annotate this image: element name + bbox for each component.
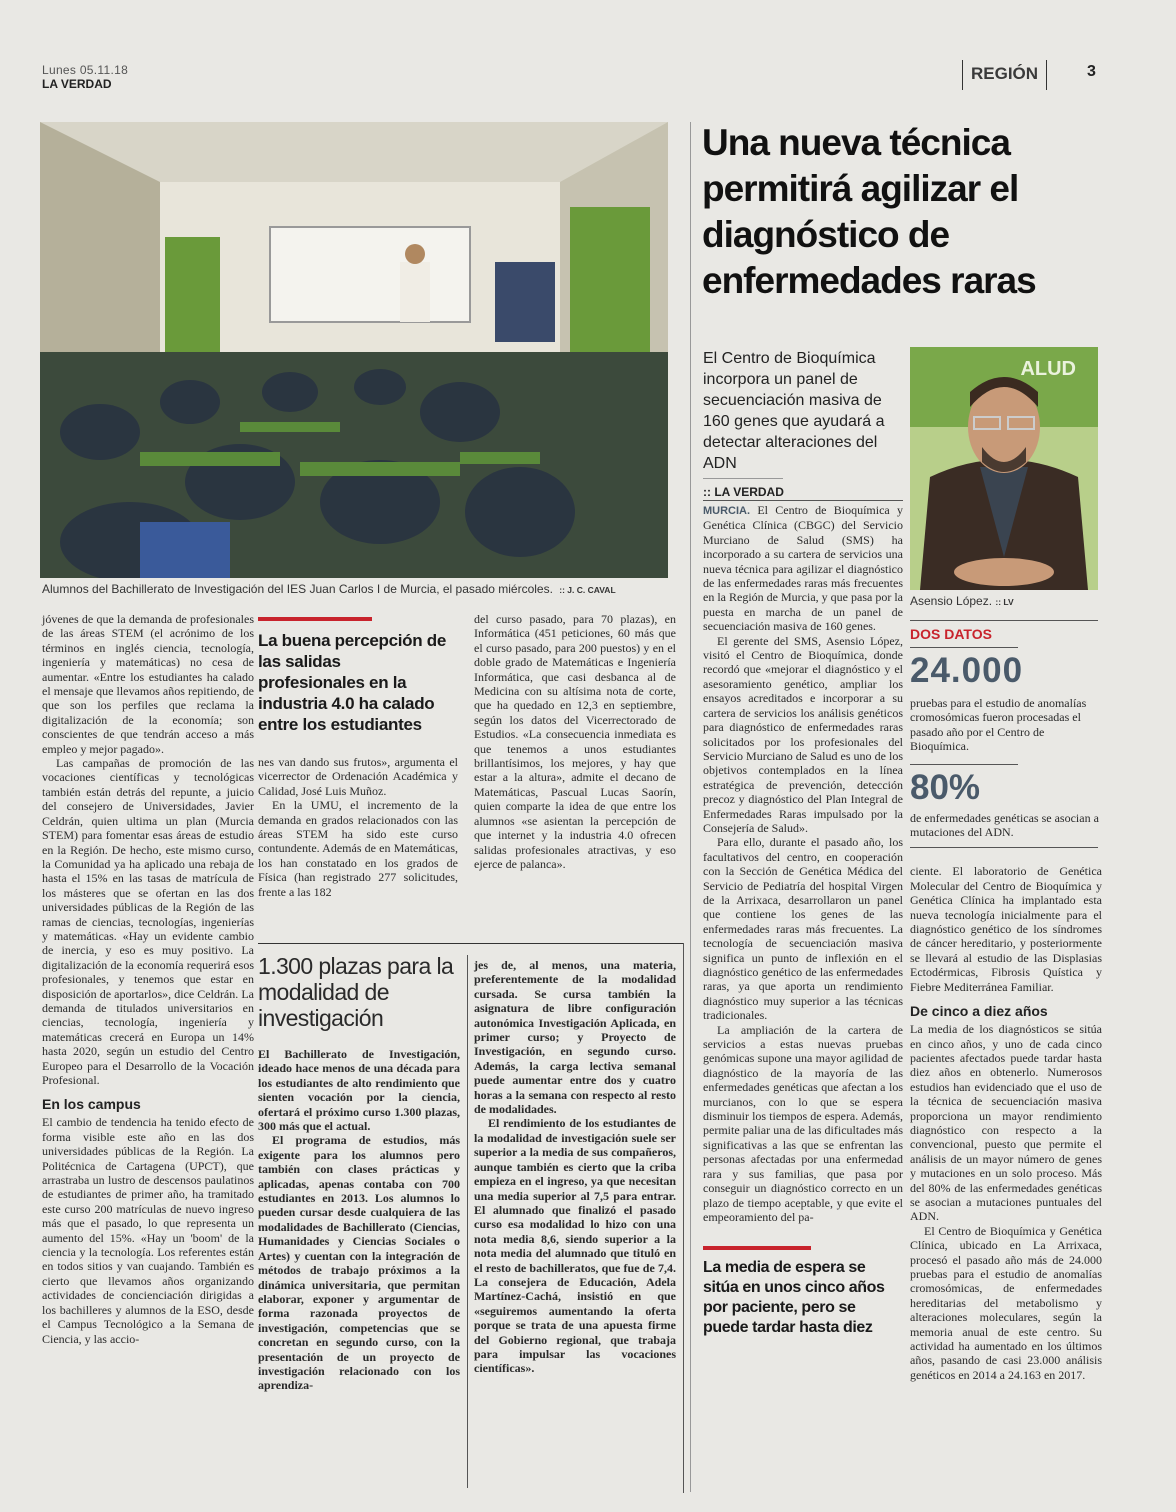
byline-rule xyxy=(703,500,903,501)
sidebar-title: 1.300 plazas para la modalidad de investigación xyxy=(258,953,454,1031)
photo-caption: Alumnos del Bachillerato de Investigación del IES Juan Carlos I de Murcia, el pasado miércoles. xyxy=(42,582,553,596)
fact-number-2: 80% xyxy=(910,767,981,807)
publication-name: LA VERDAD xyxy=(42,77,112,91)
left-article-col2-stack xyxy=(258,617,458,899)
facts-rule-1 xyxy=(910,647,1018,648)
right-article-col1 xyxy=(703,503,903,1224)
paragraph: nes van dando sus frutos», argumenta el vicerrector de Ordenación Académica y Calidad, José Luis Muñoz. xyxy=(258,755,458,798)
byline: :: LA VERDAD xyxy=(703,485,784,499)
right-article-col2-stack xyxy=(910,594,1102,1382)
facts-bottom-rule xyxy=(910,847,1098,848)
pullquote-rule xyxy=(258,617,372,621)
photo-credit: :: J. C. CAVAL xyxy=(559,585,616,595)
right-article-col1-stack xyxy=(703,348,903,1338)
paragraph: En la UMU, el incremento de la demanda en grados relacionados con las áreas STEM ha sido este curso contundente. Además de en Matemáticas, los han constatado en los grados de Física (han registrado 277 solicitudes, frente a las 182 xyxy=(258,798,458,899)
issue-date: Lunes 05.11.18 xyxy=(42,63,129,77)
fact-text-2: de enfermedades genéticas se asocian a mutaciones del ADN. xyxy=(910,810,1099,840)
portrait-illustration xyxy=(910,347,1098,590)
paragraph: Para ello, durante el pasado año, los facultativos del centro, en cooperación con la Sección de Genética Médica del Servicio de Pediatría del hospital Virgen de la Arrixaca, desarrollaron un panel que contiene los genes de las enfermedades raras más frecuentes. La tecnología de secuenciación masiva significa un punto de inflexión en el diagnóstico genético de las enfermedades raras, ya que aporta un rendimiento diagnóstico muy superior a las técnicas tradicionales. xyxy=(703,835,903,1023)
dateline: MURCIA. xyxy=(703,505,751,517)
portrait-photo xyxy=(910,347,1098,590)
paragraph: El Centro de Bioquímica y Genética Clínica, ubicado en La Arrixaca, procesó el pasado año más de 24.000 pruebas para el estudio de anomalías cromosómicas, de enfermedades hereditarias del metabolismo y alteraciones moleculares, según la memoria anual de este centro. Su actividad ha aumentado en los últimos años, pasando de casi 23.000 análisis genéticos en 2014 a 24.163 en 2017. xyxy=(910,1223,1102,1382)
subhead-cinco-diez: De cinco a diez años xyxy=(910,1003,1048,1020)
fact-text-1: pruebas para el estudio de anomalías cromosómicas fueron procesadas el pasado año por el Centro de Bioquímica. xyxy=(910,696,1087,754)
portrait-banner-text: ALUD xyxy=(1020,358,1076,380)
subhead-campus: En los campus xyxy=(42,1096,141,1113)
portrait-caption-line xyxy=(910,594,1102,610)
fact-number-1: 24.000 xyxy=(910,651,1024,690)
page-number: 3 xyxy=(1087,63,1096,80)
pullquote-left: La buena percepción de las salidas profesionales en la industria 4.0 ha calado entre los estudiantes xyxy=(258,631,447,734)
section-label: REGIÓN xyxy=(971,64,1039,83)
pullquote-right: La media de espera se sitúa en unos cinco años por paciente, pero se puede tardar hasta diez xyxy=(703,1259,885,1337)
paragraph: La ampliación de la cartera de servicios a estas nuevas pruebas genómicas supone una mayor agilidad de diagnóstico de la mayoría de las enfermedades genéticas que afectan a los murcianos, con lo que se espera disminuir los tiempos de espera. Además, permite paliar una de las dificultades más significativas a las que se enfrentan las personas afectadas por una enfermedad rara y sus familias, que pasa por conseguir un diagnóstico correcto en un plazo de tiempo aceptable, y que evite el empeoramiento del pa- xyxy=(703,1022,903,1224)
pullquote-rule-right xyxy=(703,1246,811,1250)
facts-rule-2 xyxy=(910,764,1018,765)
portrait-caption: Asensio López. xyxy=(910,594,993,608)
paragraph: jóvenes de que la demanda de profesionales de las áreas STEM (el acrónimo de los términos en inglés ciencia, tecnología, ingeniería y matemáticas) no cesa de aumentar. «Entre los estudiantes ha calado el mensaje que llevamos años repitiendo, de que son los perfiles que reclama la digitalización de la economía; son conscientes de que tendrán acceso a más empleo y mejor pagado». xyxy=(42,612,254,756)
page-header xyxy=(42,63,128,91)
paragraph: El Bachillerato de Investigación, ideado hace menos de una década para los estudiantes de alto rendimiento que sienten vocación por la ciencia, ofertará el próximo curso 1.300 plazas, 300 más que el actual. xyxy=(258,1047,460,1134)
paragraph: ciente. El laboratorio de Genética Molecular del Centro de Bioquímica y Genética Clínica ha implantado esta nueva tecnología inicialmente para el diagnóstico genético de los síndromes de cáncer hereditario, y posteriormente se llevará al estudio de las Displasias Ectodérmicas, Fibrosis Quística y Fiebre Mediterránea Familiar. xyxy=(910,864,1102,994)
paragraph: El programa de estudios, más exigente para los alumnos pero también con clases prácticas y aplicadas, apenas contaba con 700 estudiantes en 2013. Los alumnos lo pueden cursar desde cualquiera de las modalidades de Bachillerato (Ciencias, Humanidades y Ciencias Sociales o Artes) y cuentan con la integración de métodos de trabajo próximos a la dinámica universitaria, que permitan elaborar, exponer y argumentar de forma razonada proyectos de investigación, competencias que se concretan en segundo curso, con la presentación de un proyecto de investigación relacionado con los aprendiza- xyxy=(258,1133,460,1393)
deck-rule xyxy=(703,478,783,479)
paragraph: Las campañas de promoción de las vocaciones científicas y tecnológicas también están detrás del repunte, a juicio del consejero de Universidades, Javier Celdrán, quien ultima un plan (Murcia STEM) para fomentar esas áreas de estudio en la Región. De hecho, este mismo curso, la Comunidad ya ha aplicado una rebaja de hasta el 15% en las tasas de matrícula de los másteres que se ofertan en las dos universidades públicas de la Región de las ramas de ciencias, tecnologías, ingenierías y matemáticas. «Hay un evidente cambio de inercia, y eso es muy positivo. La digitalización de la economía requerirá esos profesionales, y tenemos que estar en disposición de aportarlos», dice Celdrán. La demanda de titulados universitarios en ciencias, tecnología, ingeniería y matemáticas crecerá en Europa un 14% hasta 2020, según un estudio del Centro Europeo para el Desarrollo de la Vocación Profesional. xyxy=(42,756,254,1087)
paragraph: El cambio de tendencia ha tenido efecto de forma visible este año en las dos universidades públicas de la Región. La Politécnica de Cartagena (UPCT), que arrastraba un lustro de descensos paulatinos de estudiantes de primer año, ha tramitado este curso 200 matrículas de nuevo ingreso más que el pasado, lo que representa un aumento del 15%. «Hay un 'boom' de la ciencia y la tecnología. Los referentes están en todos sitios y van cuajando. También es cierto que llevamos años organizando actividades de concienciación dirigidas a los bachilleres y alumnos de la ESO, desde el Campus Tecnológico a la Semana de Ciencia, y las accio- xyxy=(42,1115,254,1346)
facts-title: DOS DATOS xyxy=(910,626,992,642)
sidebar-col1-stack xyxy=(258,953,460,1393)
photo-caption-line xyxy=(42,582,682,598)
deck: El Centro de Bioquímica incorpora un panel de secuenciación masiva de 160 genes que ayudará a detectar alteraciones del ADN xyxy=(703,350,885,472)
portrait-credit: :: LV xyxy=(995,597,1014,607)
paragraph: El rendimiento de los estudiantes de la modalidad de investigación suele ser superior a la media de sus compañeros, aunque también es cierto que la criba empieza en el ingreso, ya que necesitan una media superior al 7,5 para entrar. El alumnado que finalizó el pasado curso esa modalidad lo hizo con una nota media 8,6, siendo superior a la nota media del alumnado que tituló en el resto de bachilleratos, que fue de 7,4. La consejera de Educación, Adela Martínez-Cachá, insistió en que «seguiremos aumentando la oferta porque se trata de una apuesta firme del Gobierno regional, que trabaja para impulsar las vocaciones científicas». xyxy=(474,1116,676,1376)
left-article-col2 xyxy=(258,755,458,899)
main-headline: Una nueva técnica permitirá agilizar el diagnóstico de enfermedades raras xyxy=(702,122,1036,301)
section-label-box xyxy=(962,60,1047,90)
sidebar-col2 xyxy=(474,958,676,1376)
right-article-col2 xyxy=(910,864,1102,1382)
sidebar-top-rule xyxy=(258,943,683,944)
paragraph: jes de, al menos, una materia, preferentemente de la modalidad cursada. Se cursa también la asignatura de libre configuración autonómica Investigación Aplicada, en primer curso; y Proyecto de Investigación, en segundo curso. Además, la carga lectiva semanal puede aumentar entre dos y cuatro horas a la semana con respecto al resto de modalidades. xyxy=(474,958,676,1117)
facts-top-rule xyxy=(910,620,1098,621)
column-divider xyxy=(690,122,691,1492)
paragraph: El gerente del SMS, Asensio López, visitó el Centro de Bioquímica, donde recordó que «mejorar el diagnóstico y el asesoramiento genético, ampliar los ensayos acreditados e incorporar a su cartera de servicios los análisis genéticos para diagnóstico de enfermedades raras solicitados por los profesionales del Servicio Murciano de Salud es uno de los objetivos contemplados en la línea estratégica de prevención, detección precoz y diagnóstico del Plan Integral de Enfermedades Raras impulsado por la Consejería de Salud». xyxy=(703,633,903,835)
left-article-col3 xyxy=(474,612,676,871)
paragraph: MURCIA. El Centro de Bioquímica y Genética Clínica (CBGC) del Servicio Murciano de Salud (SMS) ha incorporado a su cartera de servicios una nueva técnica para agilizar el diagnóstico de las enfermedades raras más frecuentes en la Región de Murcia, y que pasa por la puesta en marcha de un panel de secuenciación masiva de 160 genes. xyxy=(703,503,903,634)
sidebar-divider xyxy=(467,955,468,1488)
sidebar-col1 xyxy=(258,1047,460,1393)
left-article-col1 xyxy=(42,612,254,1346)
classroom-illustration xyxy=(40,122,668,578)
classroom-photo xyxy=(40,122,668,578)
sidebar-right-rule xyxy=(683,943,684,1493)
paragraph: La media de los diagnósticos se sitúa en cinco años, y uno de cada cinco pacientes afectados puede tardar hasta diez años en obtenerlo. Numerosos estudios han evidenciado que el uso de la técnica de secuenciación masiva proporciona un mayor rendimiento diagnóstico con respecto a la convencional, puesto que permite el análisis de un mayor número de genes y mutaciones en un solo proceso. Más del 80% de las enfermedades genéticas se asocian a mutaciones puntuales del ADN. xyxy=(910,1022,1102,1224)
paragraph: del curso pasado, para 70 plazas), en Informática (451 peticiones, 60 más que el curso pasado, para 200 puestos) y en el doble grado de Matemáticas e Ingeniería Informática, que casi desbanca al de Medicina con su altísima nota de corte, que ha quedado en 12,3 en septiembre, según los datos del Vicerrectorado de Estudios. «La consecuencia inmediata es que tenemos a unos estudiantes brillantísimos, los mejores, y hay que estar a la altura», admite el decano de Matemáticas, Pascual Lucas Saorín, quien comparte la idea de que entre los alumnos «se asientan la percepción de que internet y la industria 4.0 ofrecen salidas profesionales atractivas, y eso ejerce de palanca». xyxy=(474,612,676,871)
